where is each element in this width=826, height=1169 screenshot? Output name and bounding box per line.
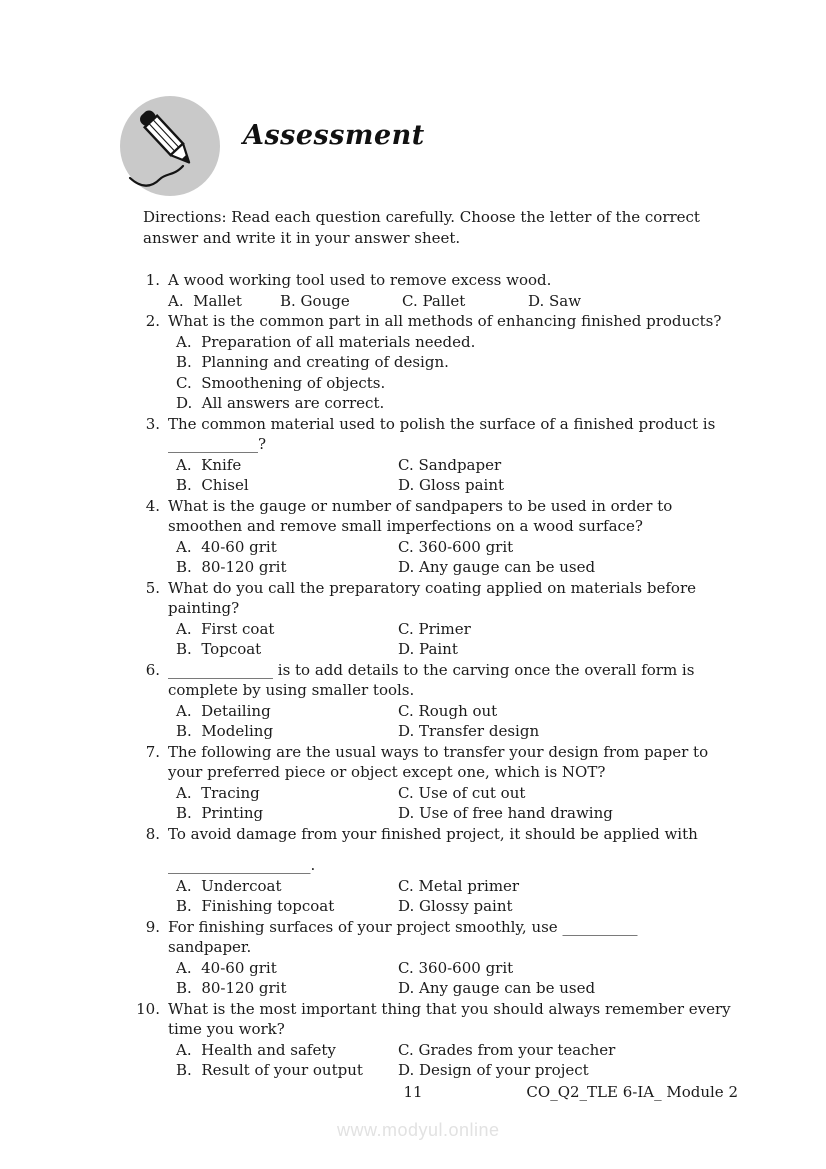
- directions-line: Directions: Read each question carefully. Choose the letter of the correct: [143, 208, 700, 226]
- question-text-line: complete by using smaller tools.: [168, 681, 415, 699]
- option: C. 360-600 grit: [398, 537, 514, 556]
- page-number: 11: [403, 1083, 423, 1101]
- option: C. Sandpaper: [398, 455, 502, 474]
- option: B. Topcoat: [176, 640, 262, 658]
- question-text-line: What is the gauge or number of sandpapers to be used in order to: [168, 496, 673, 515]
- question-text-line: To avoid damage from your finished project, it should be applied with: [168, 824, 698, 843]
- option: B. 80-120 grit: [176, 558, 287, 576]
- option: D. Glossy paint: [398, 897, 513, 915]
- question-text-line: The following are the usual ways to transfer your design from paper to: [168, 742, 709, 761]
- option: A. Health and safety: [176, 1040, 336, 1059]
- option-row: [176, 803, 746, 824]
- question-number: 3.: [145, 414, 160, 433]
- option-row: [176, 1060, 746, 1081]
- option: C. Rough out: [398, 701, 498, 720]
- option-row: [176, 393, 746, 414]
- option: D. Design of your project: [398, 1061, 589, 1079]
- option: A. First coat: [176, 619, 275, 638]
- option: B. Chisel: [176, 476, 249, 494]
- question-text-line: A wood working tool used to remove excess wood.: [168, 271, 552, 289]
- option: A. Detailing: [176, 701, 271, 720]
- option: B. Printing: [176, 804, 264, 822]
- option-row: [176, 639, 746, 660]
- option-row: [176, 475, 746, 496]
- option-row: [176, 896, 746, 917]
- option: D. Use of free hand drawing: [398, 804, 613, 822]
- option-row: [176, 537, 746, 558]
- option-row: [176, 373, 746, 394]
- options-group: [176, 701, 746, 742]
- option: A. 40-60 grit: [176, 537, 277, 556]
- option-row: [176, 958, 746, 979]
- option: D. Gloss paint: [398, 476, 505, 494]
- question-text-line: What is the most important thing that you should always remember every: [168, 999, 731, 1018]
- option-row: [176, 557, 746, 578]
- question-number: 4.: [145, 496, 160, 515]
- option-row: [176, 352, 746, 373]
- question-text-line: sandpaper.: [168, 938, 252, 956]
- option: C. Grades from your teacher: [398, 1040, 616, 1059]
- option: B. Gouge: [280, 291, 350, 310]
- watermark-text: www.modyul.online: [337, 1120, 500, 1140]
- options-group: [176, 455, 746, 496]
- option: C. 360-600 grit: [398, 958, 514, 977]
- option: A. Knife: [176, 455, 242, 474]
- option: A. Preparation of all materials needed.: [176, 332, 476, 351]
- question-number: 7.: [145, 742, 160, 761]
- directions-text: [143, 207, 746, 248]
- question: [136, 414, 746, 496]
- question-number: 2.: [145, 312, 160, 330]
- option: B. 80-120 grit: [176, 979, 287, 997]
- option-row: [176, 978, 746, 999]
- question-number: 8.: [145, 824, 160, 843]
- question-text-line: What do you call the preparatory coating applied on materials before: [168, 578, 697, 597]
- option: D. Any gauge can be used: [398, 558, 596, 576]
- question: [136, 578, 746, 660]
- options-group: [176, 1040, 746, 1081]
- option-row: [176, 783, 746, 804]
- option: C. Metal primer: [398, 876, 520, 895]
- question-text-line: your preferred piece or object except one, which is NOT?: [168, 763, 606, 781]
- option-row: [176, 1040, 746, 1061]
- question-text-line: For finishing surfaces of your project smoothly, use __________: [168, 917, 638, 936]
- question-number: 10.: [136, 999, 160, 1018]
- option-row: [176, 619, 746, 640]
- page-title: Assessment: [243, 120, 425, 151]
- option: B. Modeling: [176, 722, 274, 740]
- question: [136, 660, 746, 742]
- option: C. Pallet: [402, 291, 466, 310]
- question: [136, 917, 746, 999]
- option: C. Smoothening of objects.: [176, 373, 386, 392]
- option: D. Paint: [398, 640, 458, 658]
- options-group: [176, 619, 746, 660]
- option: D. Any gauge can be used: [398, 979, 596, 997]
- option: B. Finishing topcoat: [176, 897, 335, 915]
- question: [136, 311, 746, 414]
- option-row: [168, 291, 746, 312]
- option: A. Undercoat: [176, 876, 282, 895]
- option: A. Mallet: [168, 291, 242, 310]
- option-row: [176, 876, 746, 897]
- question-number: 6.: [145, 660, 160, 679]
- options-group: [176, 876, 746, 917]
- option-row: [176, 701, 746, 722]
- options-group: [176, 332, 746, 414]
- question-number: 5.: [145, 578, 160, 597]
- question: [136, 270, 746, 311]
- question-number: 9.: [145, 917, 160, 936]
- directions-line: answer and write it in your answer sheet.: [143, 228, 461, 247]
- option-row: [176, 332, 746, 353]
- option: D. All answers are correct.: [176, 394, 385, 412]
- option: A. Tracing: [176, 783, 260, 802]
- assessment-header: [136, 94, 746, 198]
- questions-list: [136, 270, 746, 1081]
- question: [136, 496, 746, 578]
- option: B. Planning and creating of design.: [176, 353, 449, 371]
- question-text-line: ____________?: [168, 435, 267, 453]
- option: D. Transfer design: [398, 722, 540, 740]
- question: [136, 999, 746, 1081]
- option-row: [176, 721, 746, 742]
- question-text-line: ______________ is to add details to the carving once the overall form is: [168, 660, 695, 679]
- question-text-line: time you work?: [168, 1020, 285, 1038]
- options-group: [176, 783, 746, 824]
- module-code: CO_Q2_TLE 6-IA_ Module 2: [526, 1083, 738, 1101]
- question: [136, 824, 746, 917]
- question-text-line: smoothen and remove small imperfections on a wood surface?: [168, 517, 643, 535]
- options-group: [176, 537, 746, 578]
- option: C. Primer: [398, 619, 471, 638]
- question-text-line: What is the common part in all methods of enhancing finished products?: [168, 312, 722, 330]
- option-row: [176, 455, 746, 476]
- question-text-line: The common material used to polish the surface of a finished product is: [168, 414, 716, 433]
- option: D. Saw: [528, 291, 582, 310]
- question: [136, 742, 746, 824]
- question-text-line: painting?: [168, 599, 240, 617]
- question-text-line: ___________________.: [168, 856, 316, 874]
- option: B. Result of your output: [176, 1061, 363, 1079]
- question-number: 1.: [145, 271, 160, 289]
- option: C. Use of cut out: [398, 783, 526, 802]
- options-group: [176, 958, 746, 999]
- pencil-icon: [118, 94, 222, 198]
- option: A. 40-60 grit: [176, 958, 277, 977]
- options-group: [168, 291, 746, 312]
